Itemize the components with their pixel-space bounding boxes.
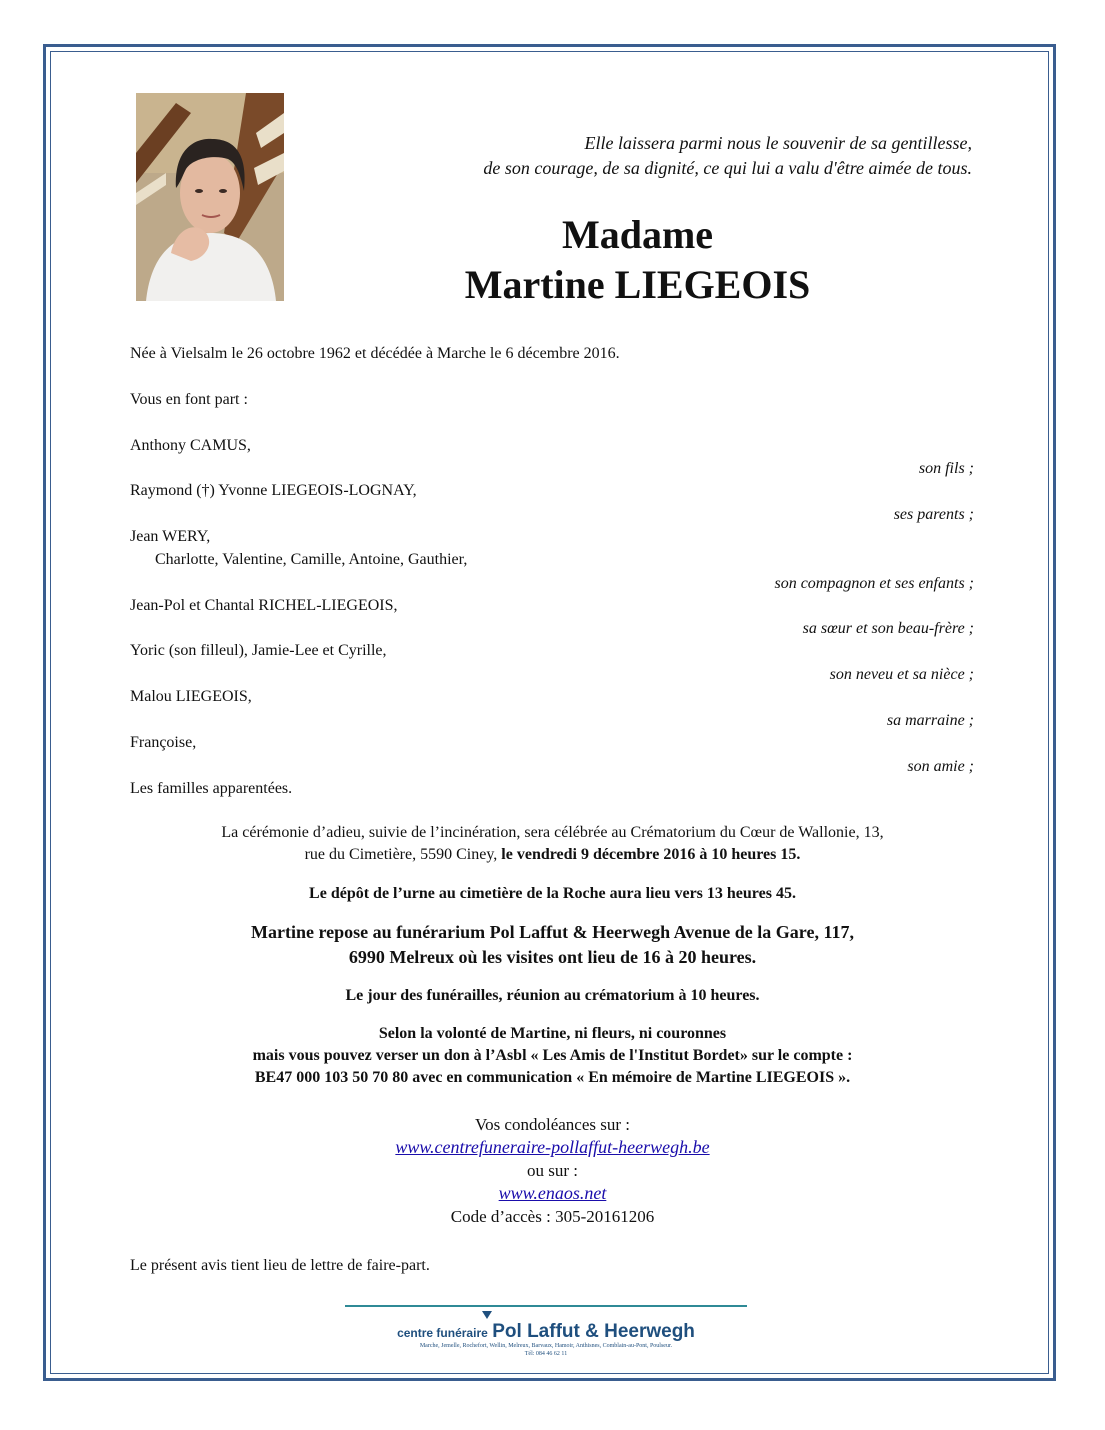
meeting-info: Le jour des funérailles, réunion au crématorium à 10 heures.: [345, 987, 760, 1004]
family-name-2: Raymond (†) Yvonne LIEGEOIS-LOGNAY,: [130, 482, 417, 499]
logo-rule: [345, 1305, 747, 1307]
condolences-block: [110, 1113, 995, 1228]
repose-line-2: 6990 Melreux où les visites ont lieu de 16 à 20 heures.: [348, 947, 757, 967]
family-name-5: Yoric (son filleul), Jamie-Lee et Cyrille,: [130, 642, 387, 659]
condolences-link-2[interactable]: www.enaos.net: [498, 1183, 607, 1203]
memorial-quote: [332, 131, 972, 181]
logo-triangle-icon: [482, 1311, 492, 1319]
family-relation-5: son neveu et sa nièce ;: [829, 666, 974, 683]
family-name-1: Anthony CAMUS,: [130, 437, 251, 454]
family-relation-4: sa sœur et son beau-frère ;: [802, 620, 974, 637]
condolences-or: ou sur :: [527, 1161, 578, 1180]
access-code: Code d’accès : 305-20161206: [450, 1207, 655, 1226]
condolences-label: Vos condoléances sur :: [474, 1115, 631, 1134]
family-relation-7: son amie ;: [907, 758, 974, 775]
announcement-intro: Vous en font part :: [130, 391, 248, 408]
logo-brand: [345, 1321, 747, 1343]
title-line-1: Madame: [561, 212, 714, 257]
family-relation-6: sa marraine ;: [886, 712, 974, 729]
family-name-3: Jean WERY,: [130, 528, 211, 545]
quote-line-2: de son courage, de sa dignité, ce qui lui a valu d'être aimée de tous.: [483, 158, 972, 178]
family-name-6: Malou LIEGEOIS,: [130, 688, 252, 705]
family-extra-3: Charlotte, Valentine, Camille, Antoine, Gauthier,: [155, 551, 468, 568]
birth-death-line: Née à Vielsalm le 26 octobre 1962 et décédée à Marche le 6 décembre 2016.: [130, 345, 620, 362]
family-name-4: Jean-Pol et Chantal RICHEL-LIEGEOIS,: [130, 597, 398, 614]
family-name-7: Françoise,: [130, 734, 197, 751]
footer-note: Le présent avis tient lieu de lettre de faire-part.: [130, 1257, 430, 1274]
families-line: Les familles apparentées.: [130, 780, 293, 797]
repose-info: [110, 920, 995, 970]
donation-line-2: mais vous pouvez verser un don à l’Asbl « Les Amis de l'Institut Bordet» sur le compte :: [252, 1047, 853, 1064]
urn-deposit: Le dépôt de l’urne au cimetière de la Roche aura lieu vers 13 heures 45.: [309, 885, 796, 902]
logo-brand-name: Pol Laffut & Heerwegh: [492, 1321, 695, 1342]
donation-line-1: Selon la volonté de Martine, ni fleurs, ni couronnes: [378, 1025, 727, 1042]
family-relation-3: son compagnon et ses enfants ;: [774, 575, 974, 592]
family-relation-1: son fils ;: [918, 460, 974, 477]
portrait-photo: [136, 93, 284, 301]
quote-line-1: Elle laissera parmi nous le souvenir de sa gentillesse,: [584, 133, 972, 153]
condolences-link-1[interactable]: www.centrefuneraire-pollaffut-heerwegh.be: [395, 1137, 710, 1157]
ceremony-line-2: [110, 844, 995, 866]
logo-small-text: centre funéraire: [397, 1326, 488, 1340]
logo-places: Marche, Jemelle, Rochefort, Wellin, Melreux, Barvaux, Hamoir, Anthisnes, Comblain-au-Pont, Poulseur.: [419, 1343, 673, 1349]
repose-line-1: Martine repose au funérarium Pol Laffut & Heerwegh Avenue de la Gare, 117,: [251, 922, 854, 942]
title-line-2: Martine LIEGEOIS: [464, 262, 811, 307]
ceremony-text: [110, 822, 995, 866]
logo-phone: Tél: 084 46 62 11: [524, 1351, 568, 1357]
ceremony-date: le vendredi 9 décembre 2016 à 10 heures 15.: [501, 846, 801, 863]
donation-info: [110, 1023, 995, 1089]
donation-line-3: BE47 000 103 50 70 80 avec en communication « En mémoire de Martine LIEGEOIS ».: [254, 1069, 851, 1086]
funeral-home-logo: [345, 1305, 747, 1355]
ceremony-address: rue du Cimetière, 5590 Ciney,: [304, 846, 498, 863]
family-relation-2: ses parents ;: [893, 506, 974, 523]
deceased-name: [440, 210, 835, 310]
ceremony-line-1: La cérémonie d’adieu, suivie de l’incinération, sera célébrée au Crématorium du Cœur de Wallonie, 13,: [221, 824, 884, 841]
